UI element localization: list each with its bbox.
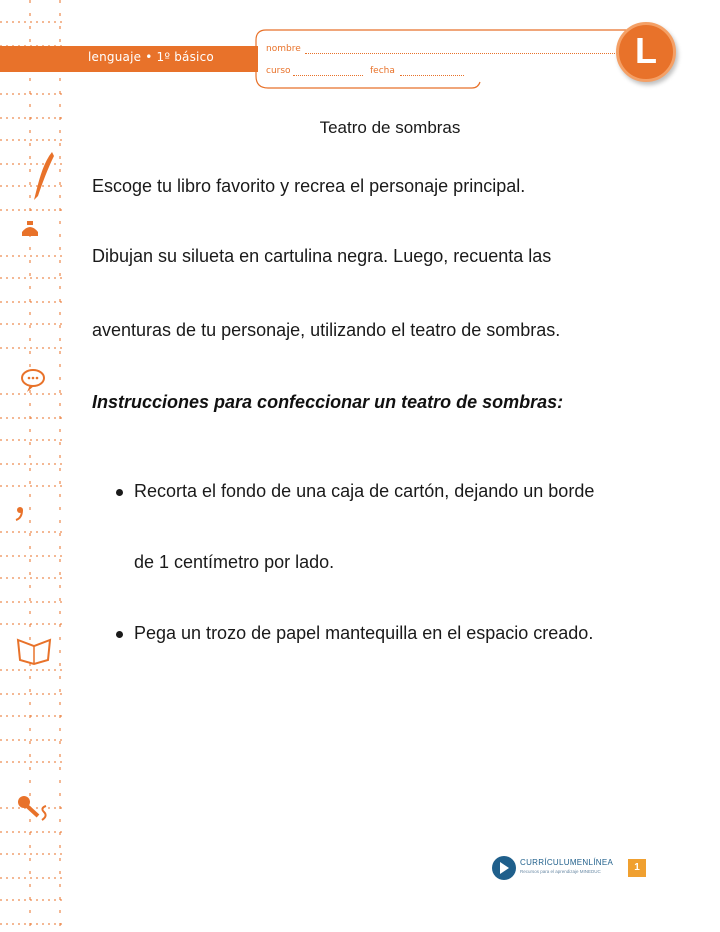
nombre-label: nombre bbox=[266, 44, 301, 54]
instructions-heading: Instrucciones para confeccionar un teatro de sombras: bbox=[92, 392, 564, 412]
paragraph-2: Dibujan su silueta en cartulina negra. Luego, recuenta las bbox=[92, 246, 552, 266]
speech-bubble-icon bbox=[22, 370, 44, 392]
footer-tagline: Recursos para el aprendizaje MINEDUC bbox=[520, 869, 601, 874]
feather-pen-icon bbox=[34, 152, 54, 200]
bullet-marker bbox=[116, 489, 123, 496]
nombre-field[interactable] bbox=[305, 53, 627, 54]
curso-label: curso bbox=[266, 66, 291, 76]
margin-decoration bbox=[0, 0, 62, 932]
paragraph-3: aventuras de tu personaje, utilizando el teatro de sombras. bbox=[92, 320, 561, 340]
subject-letter: L bbox=[635, 30, 657, 71]
subject-label: lenguaje • 1º básico bbox=[88, 50, 214, 64]
footer-brand: CURRÍCULUMENLÍNEA bbox=[520, 858, 614, 867]
open-book-icon bbox=[18, 640, 50, 664]
fecha-label: fecha bbox=[370, 66, 395, 76]
bullet-2-line-1: Pega un trozo de papel mantequilla en el espacio creado. bbox=[134, 623, 594, 643]
page-title: Teatro de sombras bbox=[319, 118, 461, 137]
bullet-1-line-2: de 1 centímetro por lado. bbox=[134, 552, 335, 572]
comma-icon bbox=[16, 507, 23, 520]
margin-rules bbox=[0, 0, 62, 932]
bullet-1-line-1: Recorta el fondo de una caja de cartón, dejando un borde bbox=[134, 481, 595, 501]
page-number: 1 bbox=[628, 859, 646, 877]
curso-field[interactable] bbox=[293, 75, 363, 76]
paragraph-1: Escoge tu libro favorito y recrea el personaje principal. bbox=[92, 176, 526, 196]
play-arrow-icon bbox=[500, 862, 509, 874]
bullet-marker bbox=[116, 631, 123, 638]
ink-pot-icon bbox=[22, 221, 38, 236]
microphone-icon bbox=[18, 796, 46, 820]
fecha-field[interactable] bbox=[400, 75, 464, 76]
